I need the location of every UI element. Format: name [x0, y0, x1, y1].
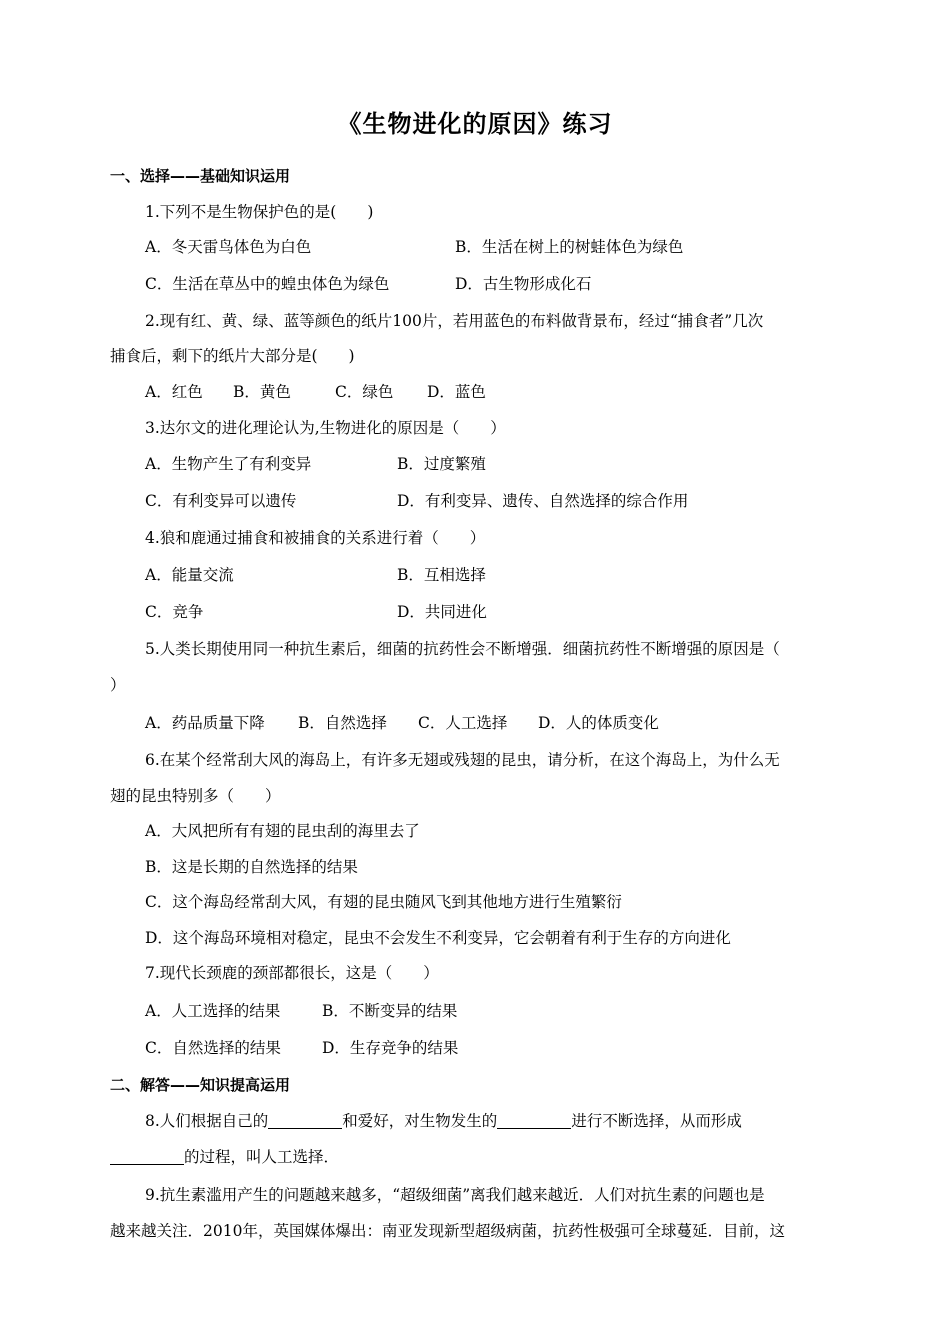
question-6-option-d: D．这个海岛环境相对稳定，昆虫不会发生不利变异，它会朝着有利于生存的方向进化	[145, 929, 731, 947]
question-3-option-a: A．生物产生了有利变异	[145, 455, 312, 473]
question-8-text-4: 的过程，叫人工选择．	[184, 1148, 340, 1166]
question-2-stem-line-2: 捕食后，剩下的纸片大部分是( )	[110, 347, 355, 365]
question-4-option-a: A．能量交流	[145, 566, 234, 584]
question-7-option-c: C．自然选择的结果	[145, 1039, 281, 1057]
question-2-option-d: D．蓝色	[427, 383, 486, 401]
question-5-option-a: A．药品质量下降	[145, 714, 265, 732]
question-7-option-d: D．生存竞争的结果	[322, 1039, 459, 1057]
question-7-option-b: B．不断变异的结果	[322, 1002, 458, 1020]
question-5-option-c: C．人工选择	[418, 714, 508, 732]
question-9-line-1: 9.抗生素滥用产生的问题越来越多，“超级细菌”离我们越来越近．人们对抗生素的问题也是	[145, 1186, 765, 1204]
question-8-line-1	[145, 1110, 742, 1132]
question-4-option-b: B．互相选择	[397, 566, 486, 584]
question-6-stem-line-2: 翅的昆虫特别多（ ）	[110, 787, 281, 805]
question-6-stem-line-1: 6.在某个经常刮大风的海岛上，有许多无翅或残翅的昆虫，请分析，在这个海岛上，为什么无	[145, 751, 780, 769]
question-8-text-1: 8.人们根据自己的	[145, 1112, 269, 1130]
question-4-option-c: C．竞争	[145, 603, 204, 621]
question-1-stem: 1.下列不是生物保护色的是( )	[145, 203, 374, 221]
question-8-line-2	[110, 1146, 339, 1168]
question-7-stem: 7.现代长颈鹿的颈部都很长，这是（ ）	[145, 964, 439, 982]
question-9-line-2: 越来越关注．2010年，英国媒体爆出：南亚发现新型超级病菌，抗药性极强可全球蔓延．目前，这	[110, 1222, 785, 1240]
question-1-option-b: B．生活在树上的树蛙体色为绿色	[455, 238, 684, 256]
answer-blank-2[interactable]	[497, 1112, 571, 1129]
section-heading-answer: 二、解答——知识提高运用	[110, 1076, 291, 1094]
question-3-option-d: D．有利变异、遗传、自然选择的综合作用	[397, 492, 689, 510]
question-8-text-2: 和爱好，对生物发生的	[342, 1112, 498, 1130]
question-7-option-a: A．人工选择的结果	[145, 1002, 281, 1020]
question-3-option-b: B．过度繁殖	[397, 455, 486, 473]
question-2-option-c: C．绿色	[335, 383, 394, 401]
question-5-option-d: D．人的体质变化	[538, 714, 659, 732]
answer-blank-3[interactable]	[110, 1148, 184, 1165]
question-1-option-d: D．古生物形成化石	[455, 275, 592, 293]
question-2-stem-line-1: 2.现有红、黄、绿、蓝等颜色的纸片100片，若用蓝色的布料做背景布，经过“捕食者”几次	[145, 312, 764, 330]
section-heading-choice: 一、选择——基础知识运用	[110, 167, 291, 185]
question-2-option-a: A．红色	[145, 383, 203, 401]
question-1-option-a: A．冬天雷鸟体色为白色	[145, 238, 312, 256]
question-6-option-b: B．这是长期的自然选择的结果	[145, 858, 358, 876]
question-3-stem: 3.达尔文的进化理论认为,生物进化的原因是（ ）	[145, 419, 506, 437]
question-5-stem-line-1: 5.人类长期使用同一种抗生素后，细菌的抗药性会不断增强．细菌抗药性不断增强的原因是（	[145, 640, 780, 658]
question-4-stem: 4.狼和鹿通过捕食和被捕食的关系进行着（ ）	[145, 529, 486, 547]
question-5-stem-line-2: ）	[110, 676, 126, 694]
question-5-option-b: B．自然选择	[298, 714, 387, 732]
page-title: 《生物进化的原因》练习	[337, 110, 613, 138]
question-2-option-b: B．黄色	[233, 383, 291, 401]
question-4-option-d: D．共同进化	[397, 603, 487, 621]
question-8-text-3: 进行不断选择，从而形成	[571, 1112, 742, 1130]
question-6-option-c: C．这个海岛经常刮大风，有翅的昆虫随风飞到其他地方进行生殖繁衍	[145, 893, 622, 911]
question-1-option-c: C．生活在草丛中的蝗虫体色为绿色	[145, 275, 390, 293]
question-6-option-a: A．大风把所有有翅的昆虫刮的海里去了	[145, 822, 420, 840]
answer-blank-1[interactable]	[268, 1112, 342, 1129]
question-3-option-c: C．有利变异可以遗传	[145, 492, 297, 510]
